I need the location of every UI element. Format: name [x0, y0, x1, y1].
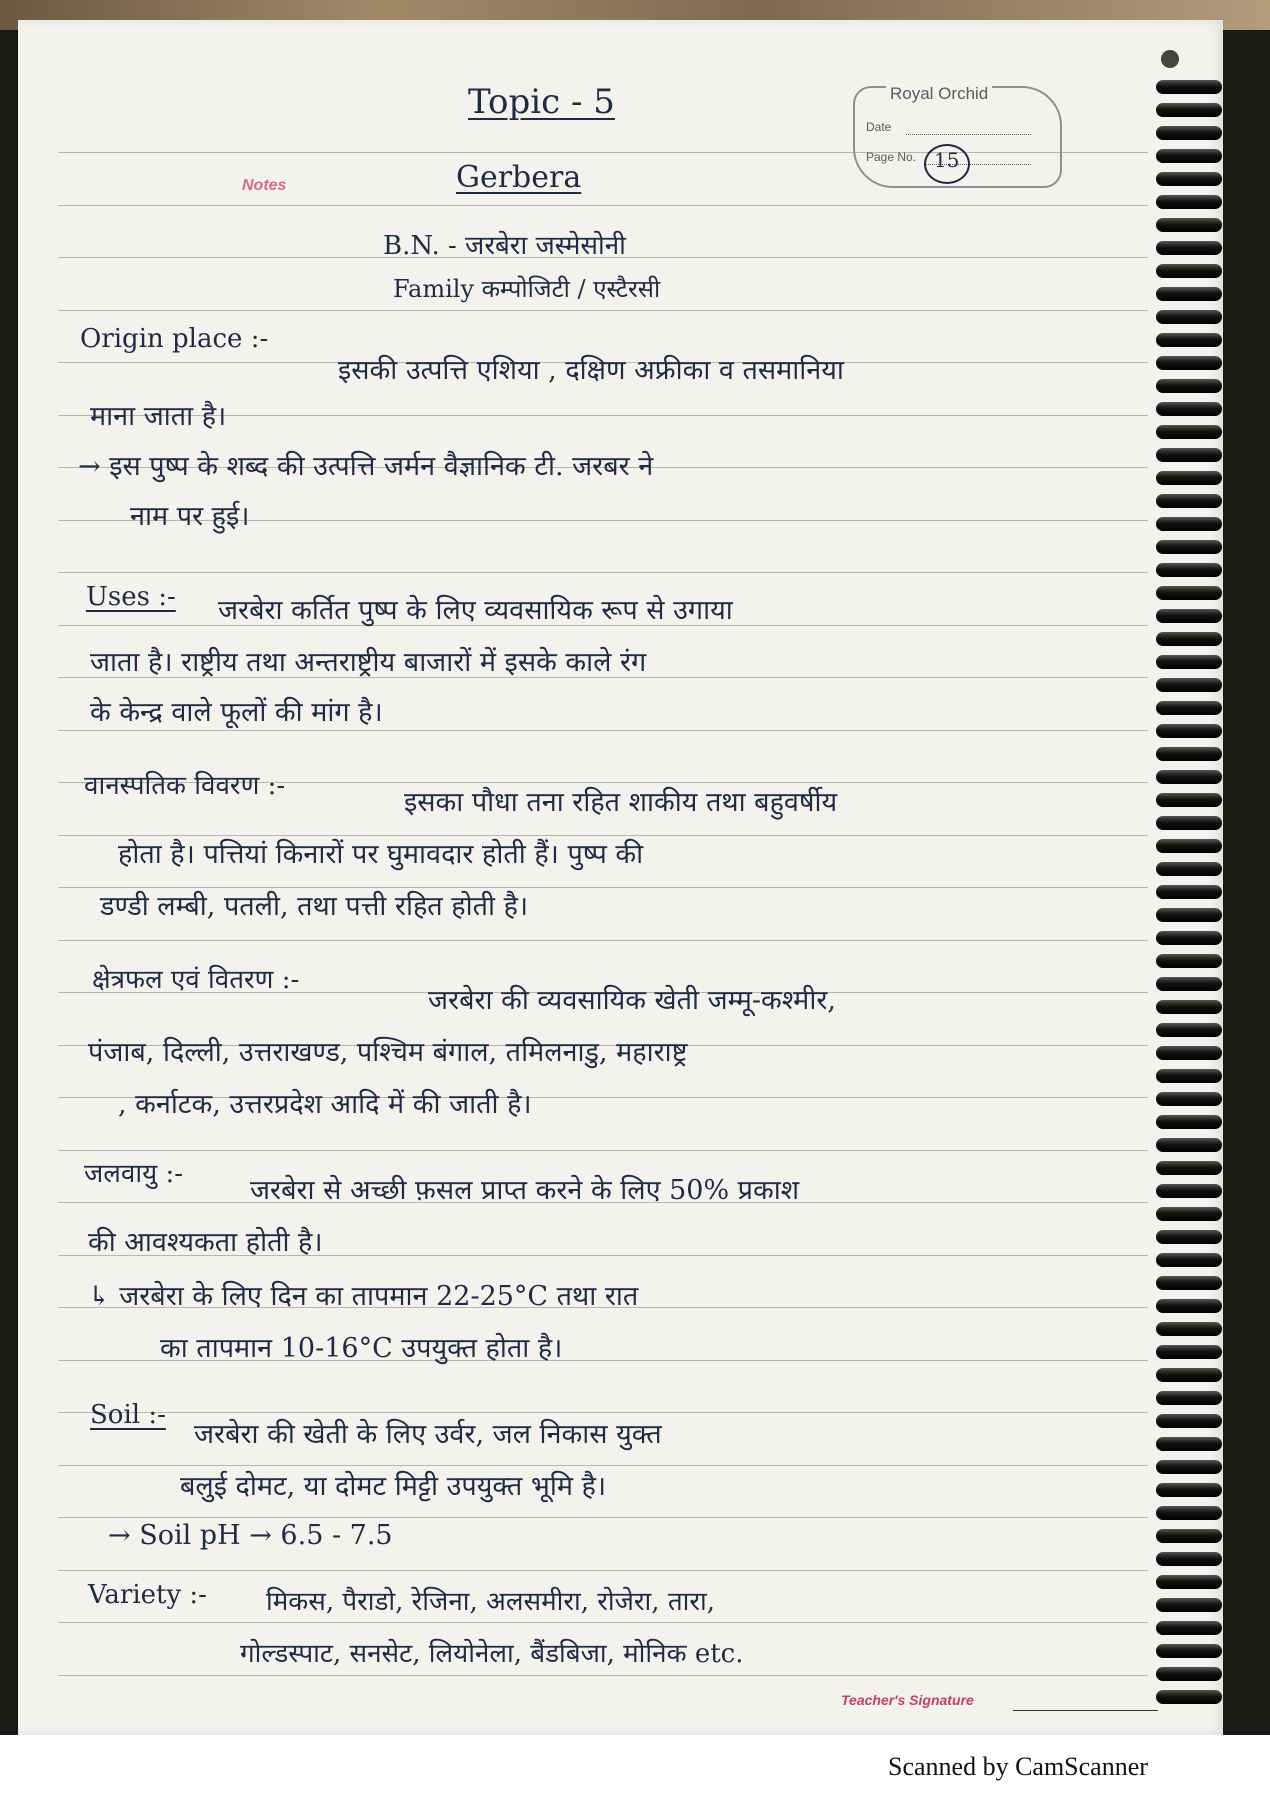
spiral-ring [1156, 1345, 1222, 1359]
origin-line: नाम पर हुई। [130, 501, 250, 532]
spiral-ring [1156, 1069, 1222, 1083]
ruled-line [58, 1412, 1148, 1413]
spiral-ring [1156, 218, 1222, 232]
uses-heading: Uses :- [86, 582, 176, 612]
spiral-ring [1156, 908, 1222, 922]
uses-line: जरबेरा कर्तित पुष्प के लिए व्यवसायिक रूप से उगाया [218, 595, 733, 626]
spiral-ring [1156, 1138, 1222, 1152]
spiral-ring [1156, 264, 1222, 278]
spiral-ring [1156, 724, 1222, 738]
ruled-line [58, 310, 1148, 311]
variety-heading: Variety :- [88, 1580, 207, 1610]
variety-line: गोल्डस्पाट, सनसेट, लियोनेला, बैंडबिजा, मोनिक etc. [240, 1639, 744, 1669]
spiral-ring [1156, 1207, 1222, 1221]
spiral-ring [1156, 1621, 1222, 1635]
soil-line: जरबेरा की खेती के लिए उर्वर, जल निकास युक्त [194, 1419, 662, 1450]
spiral-ring [1156, 1092, 1222, 1106]
spiral-ring [1156, 103, 1222, 117]
spiral-ring [1156, 287, 1222, 301]
topic-heading: Topic - 5 [468, 82, 615, 122]
spiral-ring [1156, 1161, 1222, 1175]
spiral-ring [1156, 1552, 1222, 1566]
spiral-ring [1156, 379, 1222, 393]
spiral-ring [1156, 149, 1222, 163]
spiral-ring [1156, 1575, 1222, 1589]
spiral-ring [1156, 655, 1222, 669]
spiral-ring [1156, 701, 1222, 715]
spiral-ring [1156, 494, 1222, 508]
spiral-ring [1156, 1414, 1222, 1428]
uses-line: के केन्द्र वाले फूलों की मांग है। [90, 697, 383, 728]
spiral-ring [1156, 1437, 1222, 1451]
spiral-ring [1156, 678, 1222, 692]
spiral-ring [1156, 172, 1222, 186]
soil-line: → Soil pH → 6.5 - 7.5 [108, 1520, 393, 1551]
teacher-signature-label: Teacher's Signature [841, 1692, 974, 1708]
botanical-line: होता है। पत्तियां किनारों पर घुमावदार होती हैं। पुष्प की [118, 839, 644, 870]
spiral-ring [1156, 1184, 1222, 1198]
spiral-ring [1156, 1230, 1222, 1244]
climate-line: जरबेरा से अच्छी फ़सल प्राप्त करने के लिए 50% प्रकाश [250, 1175, 800, 1206]
scanner-watermark: Scanned by CamScanner [888, 1752, 1148, 1781]
spiral-ring [1156, 540, 1222, 554]
ruled-line [58, 730, 1148, 731]
teacher-signature-line [1013, 1710, 1158, 1711]
date-label: Date [866, 120, 892, 134]
spiral-ring [1156, 425, 1222, 439]
area-line: , कर्नाटक, उत्तरप्रदेश आदि में की जाती है। [118, 1089, 532, 1120]
climate-line: का तापमान 10-16°C उपयुक्त होता है। [160, 1333, 563, 1364]
spiral-ring [1156, 816, 1222, 830]
spiral-ring [1156, 563, 1222, 577]
soil-heading: Soil :- [90, 1400, 166, 1430]
uses-line: जाता है। राष्ट्रीय तथा अन्तराष्ट्रीय बाजारों में इसके काले रंग [90, 647, 647, 678]
origin-heading: Origin place :- [80, 324, 269, 354]
botanical-line: इसका पौधा तना रहित शाकीय तथा बहुवर्षीय [404, 787, 838, 818]
spiral-ring [1156, 402, 1222, 416]
spiral-ring [1156, 770, 1222, 784]
botanical-line: डण्डी लम्बी, पतली, तथा पत्ती रहित होती है। [100, 891, 529, 922]
spiral-ring [1156, 977, 1222, 991]
climate-line: ↳ जरबेरा के लिए दिन का तापमान 22-25°C तथा रात [88, 1281, 639, 1312]
spiral-ring [1156, 632, 1222, 646]
brand-name: Royal Orchid [886, 84, 992, 104]
spiral-ring [1156, 839, 1222, 853]
spiral-ring [1156, 448, 1222, 462]
spiral-ring [1156, 195, 1222, 209]
ruled-line [58, 205, 1148, 206]
spiral-ring [1156, 1000, 1222, 1014]
spiral-ring [1156, 126, 1222, 140]
spiral-ring [1156, 931, 1222, 945]
spiral-ring [1156, 1253, 1222, 1267]
spiral-ring [1156, 586, 1222, 600]
origin-line: → इस पुष्प के शब्द की उत्पत्ति जर्मन वैज्ञानिक टी. जरबर ने [78, 451, 654, 482]
ruled-line [58, 1517, 1148, 1518]
spiral-ring [1156, 1368, 1222, 1382]
spiral-ring [1156, 471, 1222, 485]
spiral-ring [1156, 885, 1222, 899]
ruled-line [58, 940, 1148, 941]
spiral-ring [1156, 356, 1222, 370]
spiral-ring [1156, 1598, 1222, 1612]
spiral-ring [1156, 310, 1222, 324]
ruled-line [58, 1570, 1148, 1571]
spiral-ring [1156, 793, 1222, 807]
ruled-line [58, 1150, 1148, 1151]
notes-label: Notes [242, 177, 287, 194]
spiral-ring [1156, 609, 1222, 623]
spiral-ring [1156, 333, 1222, 347]
ruled-line [58, 1622, 1148, 1623]
soil-line: बलुई दोमट, या दोमट मिट्टी उपयुक्त भूमि है। [180, 1471, 607, 1502]
botanical-heading: वानस्पतिक विवरण :- [84, 771, 286, 801]
area-line: जरबेरा की व्यवसायिक खेती जम्मू-कश्मीर, [428, 985, 836, 1016]
spiral-ring [1156, 1115, 1222, 1129]
spiral-ring [1156, 1667, 1222, 1681]
origin-line: इसकी उत्पत्ति एशिया , दक्षिण अफ्रीका व तसमानिया [338, 355, 844, 386]
spiral-ring [1156, 241, 1222, 255]
botanical-name: B.N. - जरबेरा जस्मेसोनी [383, 231, 626, 261]
page-number-label: Page No. [866, 150, 917, 164]
page-title: Gerbera [456, 160, 582, 195]
spiral-ring [1156, 1276, 1222, 1290]
variety-line: मिकस, पैराडो, रेजिना, अलसमीरा, रोजेरा, तारा, [266, 1587, 716, 1617]
spiral-ring [1156, 1391, 1222, 1405]
area-line: पंजाब, दिल्ली, उत्तराखण्ड, पश्चिम बंगाल, तमिलनाडु, महाराष्ट्र [88, 1037, 688, 1068]
climate-line: की आवश्यकता होती है। [88, 1227, 323, 1258]
spiral-ring [1156, 1460, 1222, 1474]
spiral-ring [1156, 1299, 1222, 1313]
date-line [906, 134, 1031, 136]
climate-heading: जलवायु :- [84, 1159, 183, 1189]
spiral-ring [1156, 80, 1222, 94]
spiral-ring [1156, 747, 1222, 761]
area-heading: क्षेत्रफल एवं वितरण :- [92, 965, 300, 995]
ruled-line [58, 572, 1148, 573]
spiral-ring [1156, 1483, 1222, 1497]
family-name: Family कम्पोजिटी / एस्टैरसी [393, 275, 661, 303]
spiral-ring [1156, 517, 1222, 531]
spiral-ring [1156, 1529, 1222, 1543]
spiral-binding [1156, 80, 1226, 1720]
ruled-line [58, 1675, 1148, 1676]
punch-hole-icon [1161, 50, 1179, 68]
spiral-ring [1156, 1644, 1222, 1658]
origin-line: माना जाता है। [90, 401, 227, 432]
notebook-page [18, 20, 1223, 1735]
spiral-ring [1156, 1322, 1222, 1336]
spiral-ring [1156, 862, 1222, 876]
spiral-ring [1156, 1023, 1222, 1037]
spiral-ring [1156, 954, 1222, 968]
spiral-ring [1156, 1506, 1222, 1520]
spiral-ring [1156, 1690, 1222, 1704]
spiral-ring [1156, 1046, 1222, 1060]
page-number: 15 [934, 148, 960, 172]
